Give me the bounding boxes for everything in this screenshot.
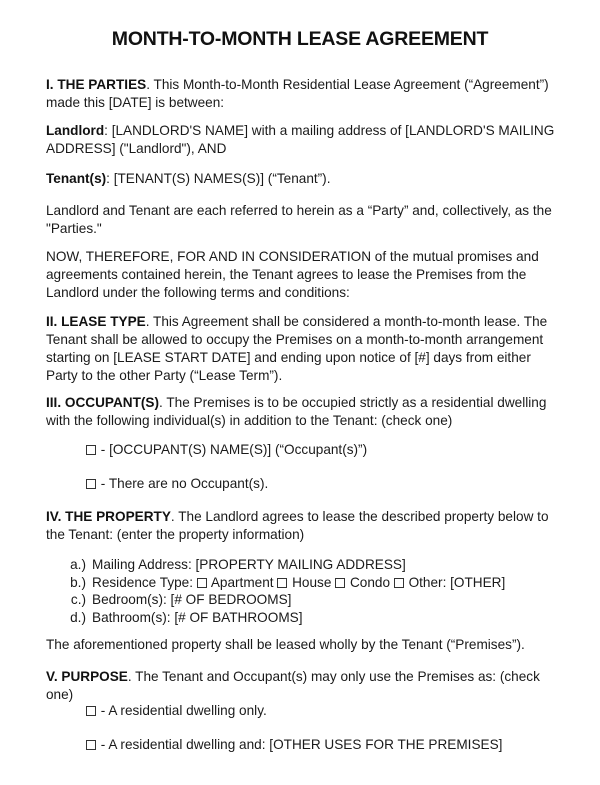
list-item (64, 574, 505, 592)
residence-type-label: Residence Type: (92, 574, 197, 590)
property-paragraph (46, 508, 561, 544)
checkbox-icon[interactable] (86, 706, 96, 716)
parties-text: . This Month-to-Month Residential Lease Agreement (“Agreement”) made this [DATE] is between: (46, 77, 549, 110)
purpose-heading: V. PURPOSE (46, 669, 128, 684)
landlord-paragraph (46, 122, 561, 158)
parties-paragraph (46, 76, 561, 112)
purpose-text: . The Tenant and Occupant(s) may only use the Premises as: (check one) (46, 669, 540, 702)
list-marker: d.) (70, 609, 86, 625)
list-marker: c.) (70, 592, 86, 607)
property-heading: IV. THE PROPERTY (46, 509, 171, 524)
document-title: MONTH-TO-MONTH LEASE AGREEMENT (111, 28, 489, 50)
lease-type-paragraph (46, 313, 561, 385)
list-marker: b.) (70, 574, 86, 590)
list-item (64, 556, 505, 574)
list-item (64, 591, 505, 609)
list-item-text: Bathroom(s): [# OF BATHROOMS] (92, 609, 303, 625)
premises-paragraph: The aforementioned property shall be leased wholly by the Tenant (“Premises”). (46, 637, 525, 652)
purpose-option-residential (86, 702, 267, 720)
property-text: . The Landlord agrees to lease the described property below to the Tenant: (enter the property information) (46, 509, 549, 542)
lease-type-text: . This Agreement shall be considered a month-to-month lease. The Tenant shall be allowed to occupy the Premises on a month-to-month arrangement starting on [LEASE START DATE] and ending upon notice of [#] days from either Party to the other Party (“Lease Term”). (46, 314, 548, 383)
list-item-text: Bedroom(s): [# OF BEDROOMS] (92, 592, 292, 607)
checkbox-icon[interactable] (86, 740, 96, 750)
purpose-option-other (86, 736, 502, 754)
purpose-option-other-label: - A residential dwelling and: [OTHER USES FOR THE PREMISES] (97, 737, 503, 752)
checkbox-icon[interactable] (197, 578, 207, 588)
list-item-text: Mailing Address: [PROPERTY MAILING ADDRESS] (92, 557, 406, 572)
property-list (64, 556, 505, 626)
purpose-paragraph (46, 668, 561, 704)
party-definition-paragraph: Landlord and Tenant are each referred to herein as a “Party” and, collectively, as the "Parties." (46, 203, 552, 236)
consideration-paragraph: NOW, THEREFORE, FOR AND IN CONSIDERATION of the mutual promises and agreements contained herein, the Tenant agrees to lease the Premises from the Landlord under the following terms and conditions: (46, 249, 539, 300)
checkbox-icon[interactable] (277, 578, 287, 588)
landlord-text: : [LANDLORD'S NAME] with a mailing address of [LANDLORD'S MAILING ADDRESS] ("Landlord"), AND (46, 123, 555, 156)
checkbox-icon[interactable] (394, 578, 404, 588)
checkbox-icon[interactable] (335, 578, 345, 588)
occupant-option-names-label: - [OCCUPANT(S) NAME(S)] (“Occupant(s)”) (97, 442, 368, 457)
checkbox-icon[interactable] (86, 445, 96, 455)
parties-heading: I. THE PARTIES (46, 77, 147, 92)
occupant-option-none (86, 475, 268, 493)
tenant-paragraph (46, 170, 561, 188)
occupants-paragraph (46, 394, 561, 430)
occupants-heading: III. OCCUPANT(S) (46, 395, 160, 410)
landlord-label: Landlord (46, 123, 105, 138)
occupant-option-names (86, 441, 367, 459)
list-item (64, 609, 505, 627)
list-marker: a.) (70, 557, 86, 572)
purpose-option-residential-label: - A residential dwelling only. (97, 703, 267, 718)
residence-option-other: Other: [OTHER] (404, 574, 506, 590)
residence-option-house: House (288, 574, 336, 590)
lease-type-heading: II. LEASE TYPE (46, 314, 146, 329)
occupant-option-none-label: - There are no Occupant(s). (97, 476, 269, 491)
tenant-text: : [TENANT(S) NAMES(S)] (“Tenant”). (106, 171, 331, 186)
residence-option-apartment: Apartment (207, 574, 278, 590)
checkbox-icon[interactable] (86, 479, 96, 489)
residence-option-condo: Condo (346, 574, 394, 590)
occupants-text: . The Premises is to be occupied strictly as a residential dwelling with the following individual(s) in addition to the Tenant: (check one) (46, 395, 547, 428)
tenant-label: Tenant(s) (46, 171, 107, 186)
